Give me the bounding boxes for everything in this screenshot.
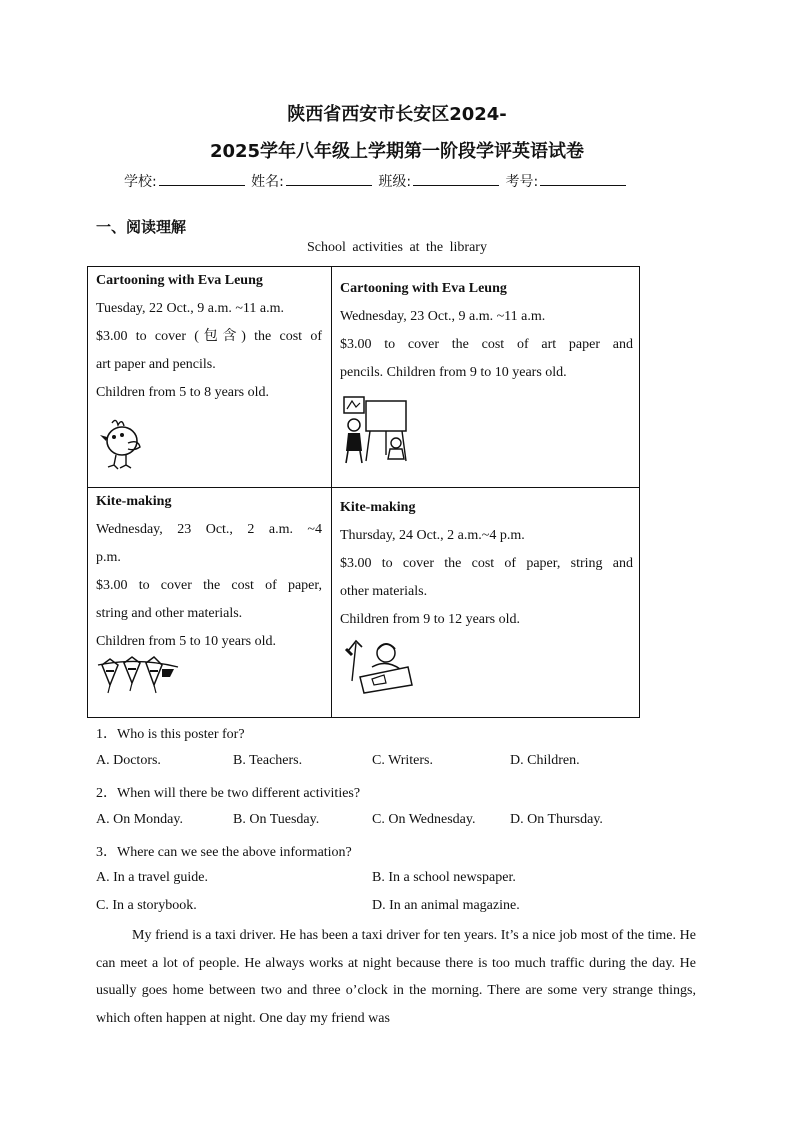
kites-icon xyxy=(96,655,180,697)
question-2-option-b[interactable]: B. On Tuesday. xyxy=(233,812,320,827)
poster-cell-kite-thu xyxy=(340,494,633,634)
question-1-stem: 1．Who is this poster for? xyxy=(96,727,245,742)
chick-icon xyxy=(98,415,144,471)
class-label: 班级: xyxy=(378,174,412,190)
question-2-option-a[interactable]: A. On Monday. xyxy=(96,812,183,827)
school-blank[interactable] xyxy=(159,172,245,186)
question-2-stem: 2．When will there be two different activities? xyxy=(96,786,361,801)
drawing-class-icon xyxy=(340,395,412,465)
cell-line: $3.00 to cover (包含) the cost of xyxy=(96,329,322,344)
reading-passage xyxy=(96,922,696,1032)
question-1-option-c[interactable]: C. Writers. xyxy=(372,753,434,768)
exam-title-line-1: 陕西省西安市长安区2024- xyxy=(287,104,507,125)
question-2-option-c[interactable]: C. On Wednesday. xyxy=(372,812,476,827)
cell-line: Children from 5 to 8 years old. xyxy=(96,385,270,400)
question-2-option-d[interactable]: D. On Thursday. xyxy=(510,812,603,827)
poster-cell-kite-wed xyxy=(96,488,322,656)
poster-table xyxy=(87,266,640,718)
question-3-stem: 3．Where can we see the above information? xyxy=(96,845,352,860)
question-3-option-c[interactable]: C. In a storybook. xyxy=(96,898,197,913)
name-label: 姓名: xyxy=(251,174,284,190)
cell-title: Cartooning with Eva Leung xyxy=(96,273,263,288)
cell-line: other materials. xyxy=(340,584,428,599)
name-blank[interactable] xyxy=(286,172,372,186)
passage-text: My friend is a taxi driver. He has been a taxi driver for ten years. It’s a nice job most of the time. He can meet a lot of people. He always works at night because there is too much traffic during the day. He usually goes home between two and three o’clock in the morning. There are some very strange things, which often happen at night. One day my friend was xyxy=(96,928,696,1026)
cell-line: Wednesday, 23 Oct., 9 a.m. ~11 a.m. xyxy=(340,309,546,324)
question-3-option-a[interactable]: A. In a travel guide. xyxy=(96,870,208,885)
exam-number-blank[interactable] xyxy=(540,172,626,186)
cell-line: art paper and pencils. xyxy=(96,357,216,372)
question-1-option-d[interactable]: D. Children. xyxy=(510,753,580,768)
cell-title: Kite-making xyxy=(340,500,416,515)
cell-line: pencils. Children from 9 to 10 years old. xyxy=(340,365,567,380)
student-info-row xyxy=(124,171,628,191)
question-1-option-a[interactable]: A. Doctors. xyxy=(96,753,161,768)
poster-cell-cartooning-wed xyxy=(340,275,633,387)
poster-title: School activities at the library xyxy=(307,240,487,255)
exam-title-line-2: 2025学年八年级上学期第一阶段学评英语试卷 xyxy=(209,141,585,162)
cell-line: string and other materials. xyxy=(96,606,243,621)
cell-line: $3.00 to cover the cost of art paper and xyxy=(340,337,633,352)
cell-line: $3.00 to cover the cost of paper, string and xyxy=(340,556,633,571)
exam-number-label: 考号: xyxy=(505,174,539,190)
section-heading: 一、阅读理解 xyxy=(96,218,187,236)
question-3-option-d[interactable]: D. In an animal magazine. xyxy=(372,898,520,913)
school-label: 学校: xyxy=(124,174,157,190)
question-1-option-b[interactable]: B. Teachers. xyxy=(233,753,303,768)
class-blank[interactable] xyxy=(413,172,499,186)
cell-line: Thursday, 24 Oct., 2 a.m.~4 p.m. xyxy=(340,528,525,543)
table-divider-vertical xyxy=(331,267,332,717)
cell-title: Kite-making xyxy=(96,494,172,509)
cell-line: Wednesday, 23 Oct., 2 a.m. ~4 xyxy=(96,522,322,537)
child-at-desk-icon xyxy=(342,637,414,695)
cell-line: $3.00 to cover the cost of paper, xyxy=(96,578,322,593)
question-3-option-b[interactable]: B. In a school newspaper. xyxy=(372,870,516,885)
cell-line: Children from 9 to 12 years old. xyxy=(340,612,521,627)
poster-cell-cartooning-tue xyxy=(96,267,322,407)
cell-line: Tuesday, 22 Oct., 9 a.m. ~11 a.m. xyxy=(96,301,285,316)
cell-title: Cartooning with Eva Leung xyxy=(340,281,507,296)
cell-line: Children from 5 to 10 years old. xyxy=(96,634,277,649)
cell-line: p.m. xyxy=(96,550,121,565)
